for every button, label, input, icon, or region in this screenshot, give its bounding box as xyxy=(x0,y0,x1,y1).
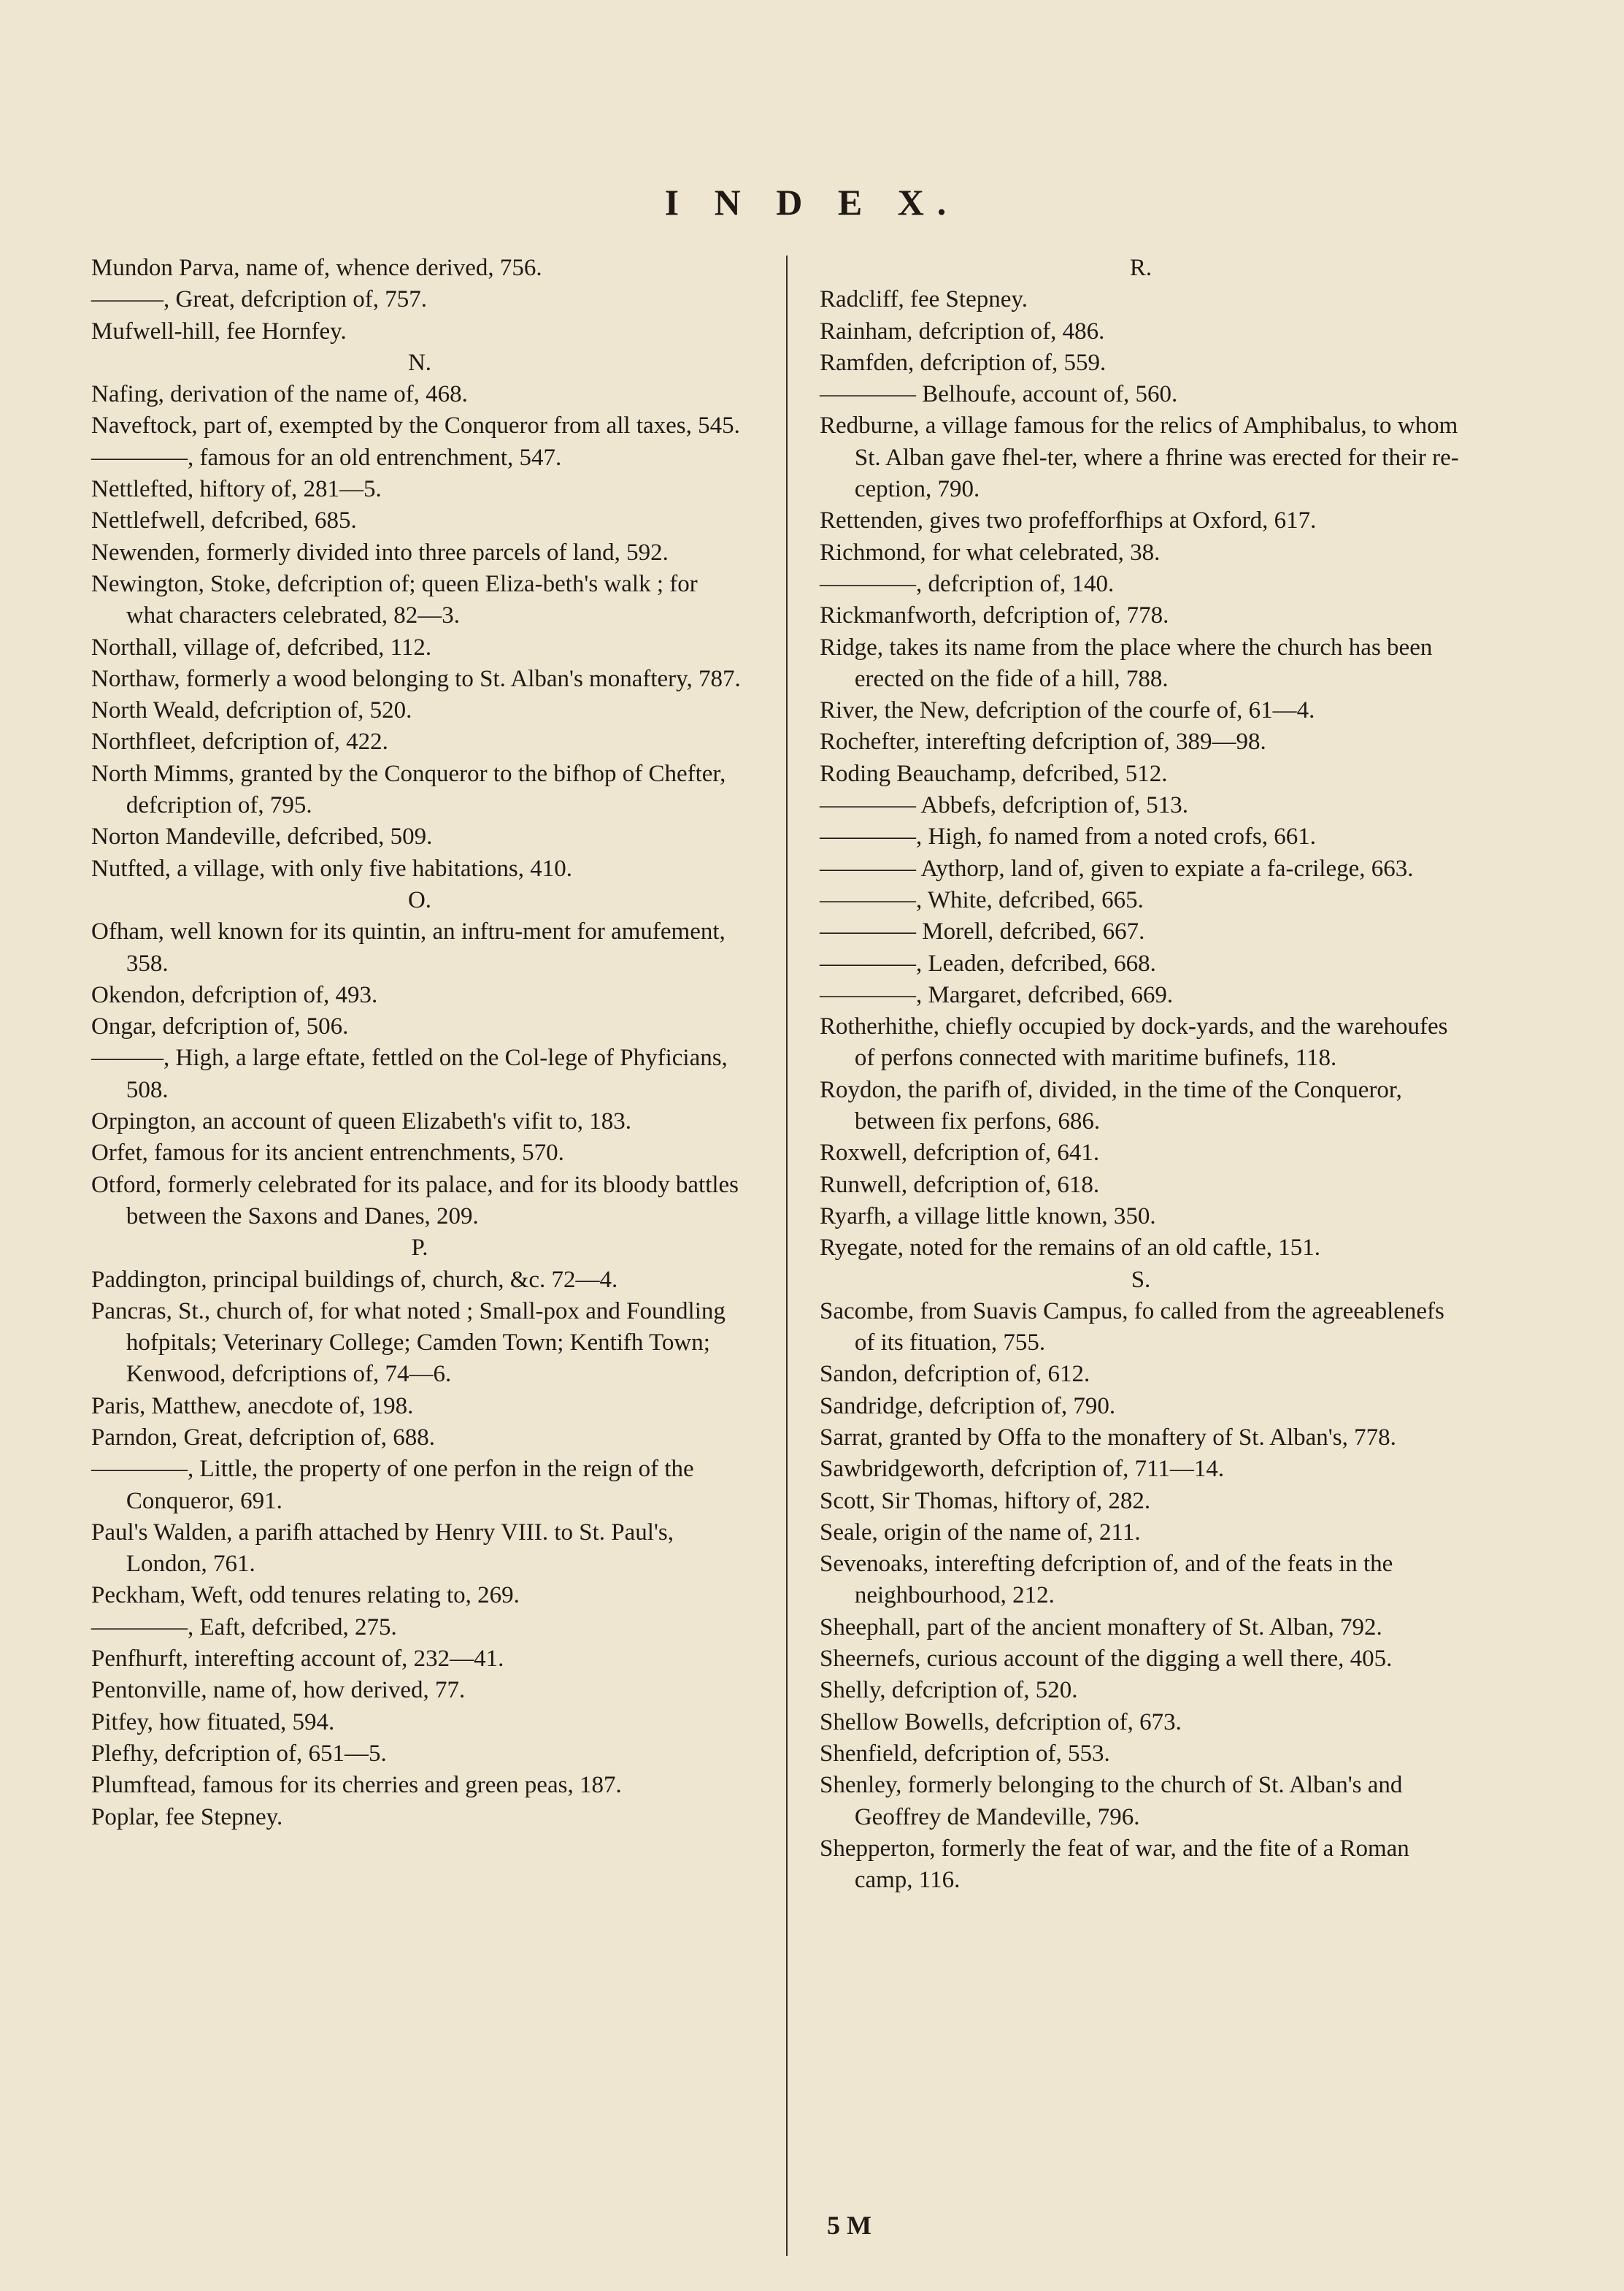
index-entry: Ongar, defcription of, 506. xyxy=(91,1013,349,1040)
index-entry: Sheernefs, curious account of the digging a well there, 405. xyxy=(820,1646,1393,1673)
index-entry: Sawbridgeworth, defcription of, 711—14. xyxy=(820,1456,1225,1483)
index-entry: Rotherhithe, chiefly occupied by dock-yards, and the warehoufes of perfons connected with maritime bufinefs, 118. xyxy=(820,1013,1448,1072)
index-entry: Seale, origin of the name of, 211. xyxy=(820,1519,1141,1546)
index-entry: Peckham, Weft, odd tenures relating to, 269. xyxy=(91,1582,520,1609)
index-entry: Plefhy, defcription of, 651—5. xyxy=(91,1740,387,1767)
index-entry: Otford, formerly celebrated for its palace, and for its bloody battles between the Saxons and Danes, 209. xyxy=(91,1171,739,1229)
index-entry: Scott, Sir Thomas, hiftory of, 282. xyxy=(820,1487,1151,1514)
index-entry: Shenfield, defcription of, 553. xyxy=(820,1740,1110,1767)
section-letter: O. xyxy=(407,886,432,913)
index-entry: Newenden, formerly divided into three parcels of land, 592. xyxy=(91,539,669,566)
index-entry: Sheephall, part of the ancient monaftery of St. Alban, 792. xyxy=(820,1613,1382,1640)
index-entry: ————, White, defcribed, 665. xyxy=(820,886,1144,913)
index-entry: ————, Margaret, defcribed, 669. xyxy=(820,981,1174,1008)
index-entry: ———, High, a large eftate, fettled on the Col-lege of Phyficians, 508. xyxy=(91,1045,728,1103)
signature-mark: 5 M xyxy=(827,2211,871,2240)
index-entry: Norton Mandeville, defcribed, 509. xyxy=(91,824,433,851)
index-entry: Poplar, fee Stepney. xyxy=(91,1803,283,1830)
index-entry: Orpington, an account of queen Elizabeth's vifit to, 183. xyxy=(91,1108,632,1135)
index-entry: Shepperton, formerly the feat of war, and the fite of a Roman camp, 116. xyxy=(820,1835,1409,1894)
index-entry: Okendon, defcription of, 493. xyxy=(91,981,378,1008)
index-entry: Roxwell, defcription of, 641. xyxy=(820,1140,1100,1167)
index-entry: Mundon Parva, name of, whence derived, 756. xyxy=(91,255,542,281)
index-column-left xyxy=(91,253,748,1833)
index-entry: ———, Great, defcription of, 757. xyxy=(91,286,428,313)
index-entry: Ryegate, noted for the remains of an old caftle, 151. xyxy=(820,1235,1320,1262)
index-entry: River, the New, defcription of the courfe of, 61—4. xyxy=(820,697,1315,724)
index-entry: Ryarfh, a village little known, 350. xyxy=(820,1202,1156,1229)
index-entry: ————, famous for an old entrenchment, 547. xyxy=(91,444,562,471)
column-divider xyxy=(786,256,788,2256)
index-entry: ———— Belhoufe, account of, 560. xyxy=(820,381,1178,408)
index-entry: ———— Aythorp, land of, given to expiate a fa-crilege, 663. xyxy=(820,855,1414,882)
index-entry: Sandon, defcription of, 612. xyxy=(820,1361,1090,1388)
index-entry: Radcliff, fee Stepney. xyxy=(820,286,1028,313)
index-entry: Orfet, famous for its ancient entrenchments, 570. xyxy=(91,1140,564,1167)
index-entry: ————, Eaft, defcribed, 275. xyxy=(91,1613,397,1640)
index-entry: Sandridge, defcription of, 790. xyxy=(820,1392,1116,1419)
index-entry: Nutfted, a village, with only five habitations, 410. xyxy=(91,855,572,882)
index-entry: Parndon, Great, defcription of, 688. xyxy=(91,1424,436,1451)
index-column-right xyxy=(820,253,1462,1896)
index-entry: Sevenoaks, interefting defcription of, and of the feats in the neighbourhood, 212. xyxy=(820,1551,1393,1609)
index-entry: Northaw, formerly a wood belonging to St. Alban's monaftery, 787. xyxy=(91,665,741,692)
index-entry: Shellow Bowells, defcription of, 673. xyxy=(820,1708,1182,1735)
index-entry: Sacombe, from Suavis Campus, fo called from the agreeablenefs of its fituation, 755. xyxy=(820,1297,1444,1356)
index-entry: Plumftead, famous for its cherries and green peas, 187. xyxy=(91,1772,622,1799)
index-entry: Nettlefwell, defcribed, 685. xyxy=(91,507,357,534)
index-entry: ———— Morell, defcribed, 667. xyxy=(820,918,1145,945)
index-entry: Sarrat, granted by Offa to the monaftery of St. Alban's, 778. xyxy=(820,1424,1396,1451)
index-entry: Roydon, the parifh of, divided, in the time of the Conqueror, between fix perfons, 686. xyxy=(820,1076,1402,1135)
section-letter: R. xyxy=(1129,255,1152,281)
index-entry: ———— Abbefs, defcription of, 513. xyxy=(820,792,1189,819)
index-entry: Mufwell-hill, fee Hornfey. xyxy=(91,318,347,345)
index-entry: Pentonville, name of, how derived, 77. xyxy=(91,1677,466,1704)
section-letter: N. xyxy=(407,349,432,376)
index-entry: Pancras, St., church of, for what noted ; Small-pox and Foundling hofpitals; Veterinary College; Camden Town; Kentifh Town; Kenwood, defcriptions of, 74—6. xyxy=(91,1297,726,1388)
index-entry: Ridge, takes its name from the place where the church has been erected on the fide of a hill, 788. xyxy=(820,634,1433,692)
index-entry: Penfhurft, interefting account of, 232—41. xyxy=(91,1646,504,1673)
index-entry: Northall, village of, defcribed, 112. xyxy=(91,634,432,661)
index-entry: Runwell, defcription of, 618. xyxy=(820,1171,1100,1198)
index-entry: Paris, Matthew, anecdote of, 198. xyxy=(91,1392,414,1419)
index-entry: ————, Leaden, defcribed, 668. xyxy=(820,950,1156,977)
index-entry: Naveftock, part of, exempted by the Conqueror from all taxes, 545. xyxy=(91,412,740,440)
index-entry: Ramfden, defcription of, 559. xyxy=(820,349,1107,376)
page-title: I N D E X. xyxy=(664,182,960,223)
index-entry: Redburne, a village famous for the relics of Amphibalus, to whom St. Alban gave fhel-ter, where a fhrine was erected for their re-ception, 790. xyxy=(820,412,1459,503)
section-letter: P. xyxy=(411,1235,428,1262)
index-entry: Shelly, defcription of, 520. xyxy=(820,1677,1078,1704)
index-entry: Rochefter, interefting defcription of, 389—98. xyxy=(820,729,1266,756)
index-entry: Pitfey, how fituated, 594. xyxy=(91,1708,335,1735)
index-entry: Paddington, principal buildings of, church, &c. 72—4. xyxy=(91,1266,618,1293)
index-entry: North Weald, defcription of, 520. xyxy=(91,697,412,724)
index-entry: Shenley, formerly belonging to the church of St. Alban's and Geoffrey de Mandeville, 796. xyxy=(820,1772,1403,1830)
index-entry: Richmond, for what celebrated, 38. xyxy=(820,539,1161,566)
index-entry: North Mimms, granted by the Conqueror to the bifhop of Chefter, defcription of, 795. xyxy=(91,760,726,819)
index-entry: ————, Little, the property of one perfon in the reign of the Conqueror, 691. xyxy=(91,1456,694,1514)
index-entry: Rainham, defcription of, 486. xyxy=(820,318,1105,345)
index-entry: Newington, Stoke, defcription of; queen Eliza-beth's walk ; for what characters celebrated, 82—3. xyxy=(91,570,698,629)
index-entry: Rettenden, gives two profefforfhips at Oxford, 617. xyxy=(820,507,1317,534)
index-entry: Nafing, derivation of the name of, 468. xyxy=(91,381,468,408)
index-entry: Nettlefted, hiftory of, 281—5. xyxy=(91,476,382,503)
index-entry: Ofham, well known for its quintin, an inftru-ment for amufement, 358. xyxy=(91,918,726,977)
index-entry: ————, High, fo named from a noted crofs, 661. xyxy=(820,824,1317,851)
index-entry: Rickmanfworth, defcription of, 778. xyxy=(820,602,1169,629)
index-entry: Northfleet, defcription of, 422. xyxy=(91,729,388,756)
index-entry: Paul's Walden, a parifh attached by Henry VIII. to St. Paul's, London, 761. xyxy=(91,1519,674,1578)
index-entry: Roding Beauchamp, defcribed, 512. xyxy=(820,760,1168,787)
section-letter: S. xyxy=(1131,1266,1151,1293)
index-entry: ————, defcription of, 140. xyxy=(820,570,1115,597)
